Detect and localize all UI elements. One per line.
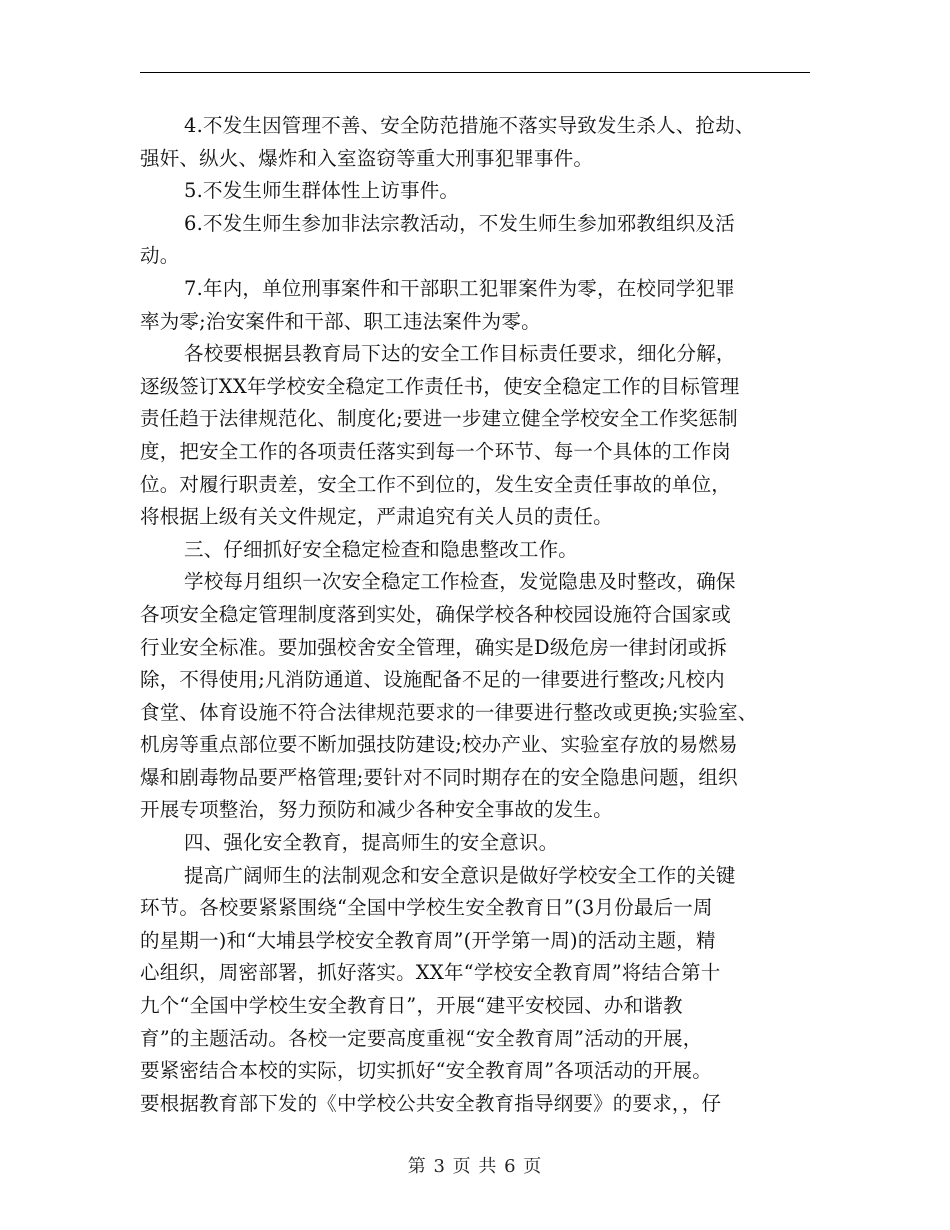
text-line: 提高广阔师生的法制观念和安全意识是做好学校安全工作的关键 xyxy=(184,863,736,887)
text-line: 爆和剧毒物品要严格管理;要针对不同时期存在的安全隐患问题，组织 xyxy=(140,765,738,789)
text-line: 除，不得使用;凡消防通道、设施配备不足的一律要进行整改;凡校内 xyxy=(140,668,725,692)
text-line: 4.不发生因管理不善、安全防范措施不落实导致发生杀人、抢劫、 xyxy=(184,114,755,137)
text-line: 度，把安全工作的各项责任落实到每一个环节、每一个具体的工作岗 xyxy=(140,439,732,463)
text-line: 机房等重点部位要不断加强技防建设;校办产业、实验室存放的易燃易 xyxy=(140,733,738,757)
text-line: 7.年内，单位刑事案件和干部职工犯罪案件为零，在校同学犯罪 xyxy=(184,276,735,300)
text-line: 食堂、体育设施不符合法律规范要求的一律要进行整改或更换;实验室、 xyxy=(140,700,758,724)
text-line: 要根据教育部下发的《中学校公共安全教育指导纲要》的要求，，仔 xyxy=(140,1091,722,1115)
text-line: 动。 xyxy=(140,244,180,268)
text-line: 要紧密结合本校的实际，切实抓好“安全教育周”各项活动的开展。 xyxy=(140,1059,712,1083)
text-line: 将根据上级有关文件规定，严肃追究有关人员的责任。 xyxy=(140,505,613,529)
text-line: 环节。各校要紧紧围绕“全国中学校生安全教育日”(3月份最后一周 xyxy=(140,896,713,920)
page-number: 第 3 页 共 6 页 xyxy=(407,1156,543,1177)
text-line: 育”的主题活动。各校一定要高度重视“安全教育周”活动的开展， xyxy=(140,1026,703,1050)
text-line: 各校要根据县教育局下达的安全工作目标责任要求，细化分解， xyxy=(184,342,736,366)
text-line: 位。对履行职责差，安全工作不到位的，发生安全责任事故的单位， xyxy=(140,472,732,496)
text-line: 三、仔细抓好安全稳定检查和隐患整改工作。 xyxy=(184,537,579,561)
text-line: 四、强化安全教育，提高师生的安全意识。 xyxy=(184,831,559,855)
text-line: 心组织，周密部署，抓好落实。XX年“学校安全教育周”将结合第十 xyxy=(140,961,721,985)
document-body xyxy=(140,110,820,1120)
text-line: 行业安全标准。要加强校舍安全管理，确实是D级危房一律封闭或拆 xyxy=(140,635,728,659)
text-line: 责任趋于法律规范化、制度化;要进一步建立健全学校安全工作奖惩制 xyxy=(140,407,738,431)
text-line: 5.不发生师生群体性上访事件。 xyxy=(184,179,460,203)
text-line: 开展专项整治，努力预防和减少各种安全事故的发生。 xyxy=(140,798,613,822)
header-rule xyxy=(140,72,810,73)
text-line: 的星期一)和“大埔县学校安全教育周”(开学第一周)的活动主题，精 xyxy=(140,928,716,952)
text-line: 强奸、纵火、爆炸和入室盗窃等重大刑事犯罪事件。 xyxy=(140,146,594,170)
text-line: 6.不发生师生参加非法宗教活动，不发生师生参加邪教组织及活 xyxy=(184,211,735,235)
text-line: 率为零;治安案件和干部、职工违法案件为零。 xyxy=(140,309,541,333)
text-line: 九个“全国中学校生安全教育日”，开展“建平安校园、办和谐教 xyxy=(140,994,683,1018)
text-line: 学校每月组织一次安全稳定工作检查，发觉隐患及时整改，确保 xyxy=(184,570,736,594)
text-line: 各项安全稳定管理制度落到实处，确保学校各种校园设施符合国家或 xyxy=(140,602,732,626)
text-line: 逐级签订XX年学校安全稳定工作责任书，使安全稳定工作的目标管理 xyxy=(140,374,740,398)
